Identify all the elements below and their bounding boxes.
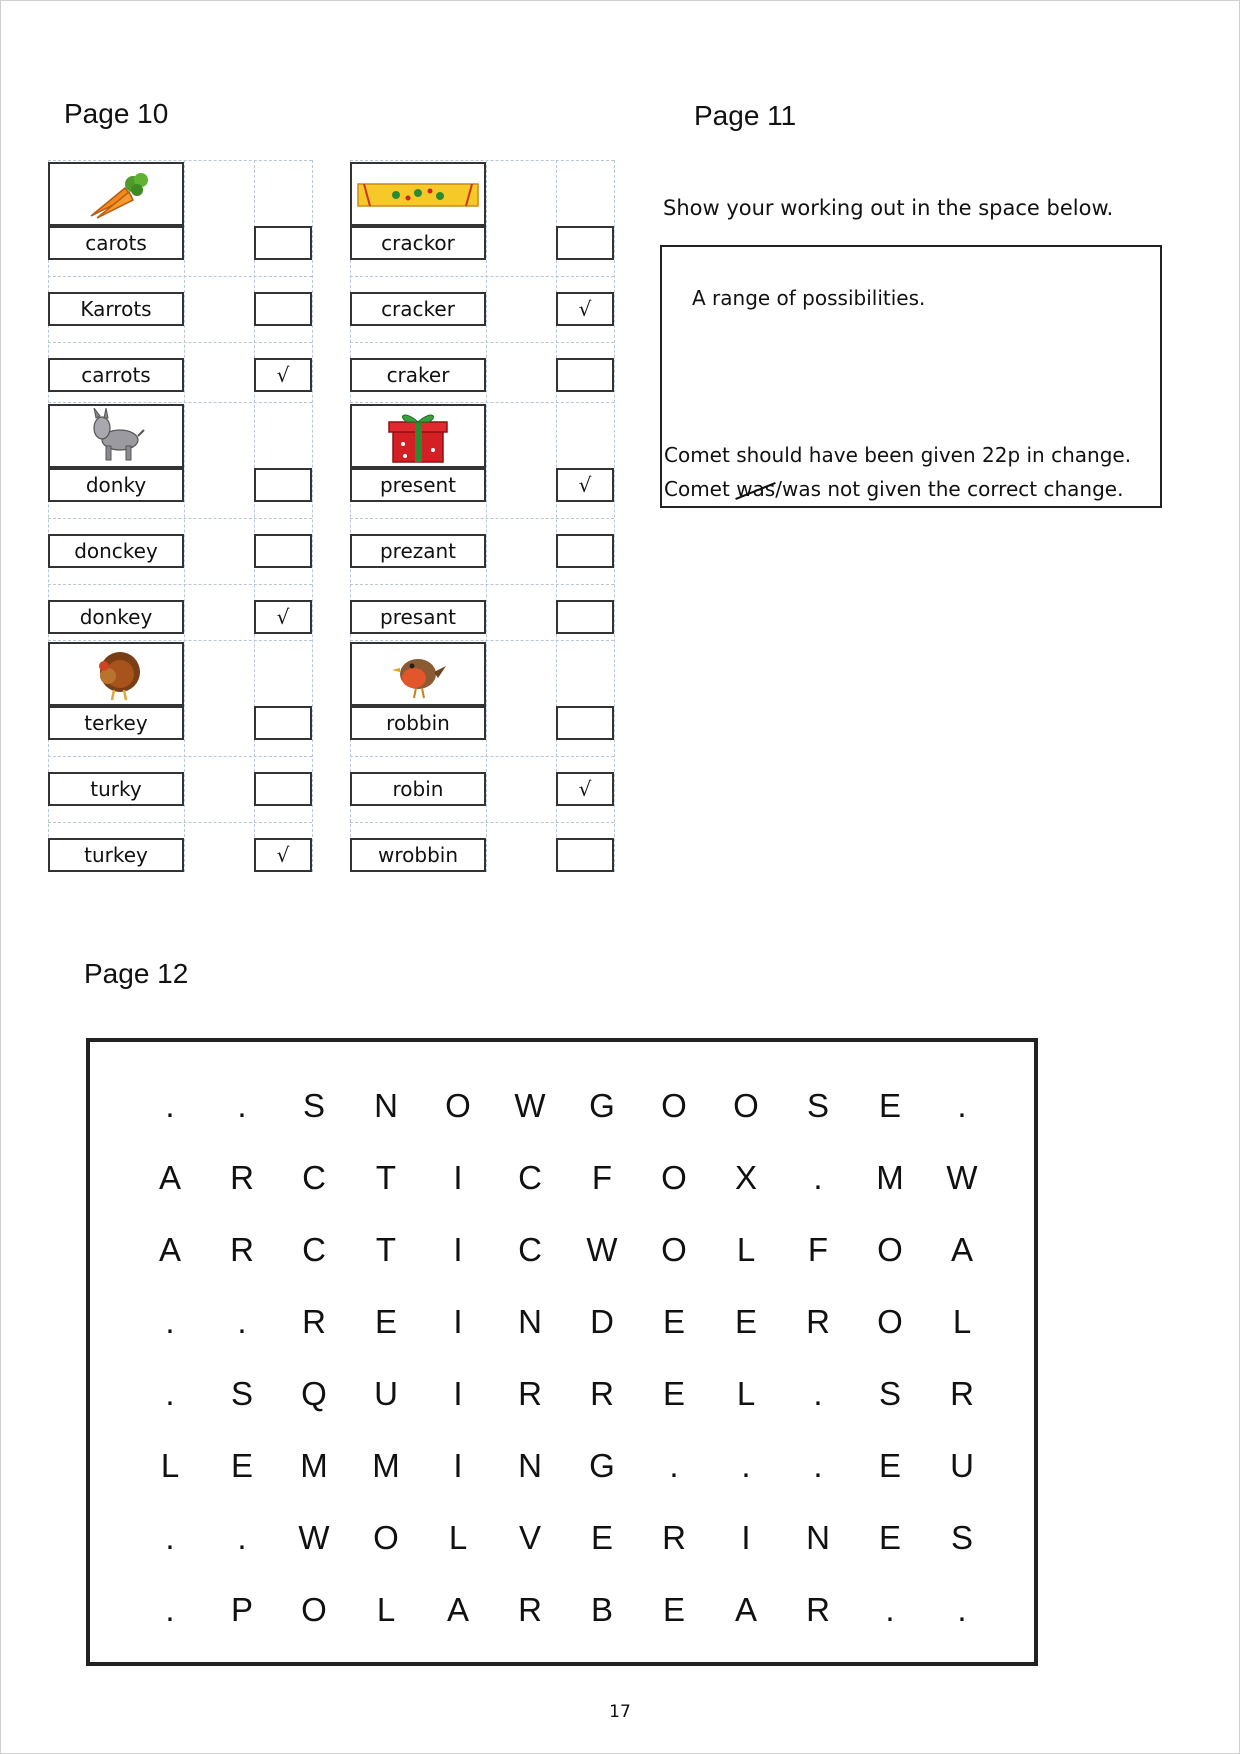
grid-cell: C [518,1231,542,1268]
grid-cell: R [518,1591,542,1628]
struck-word: was [736,477,776,501]
left-guide-h-1 [48,402,312,403]
left-tick-box-0-0[interactable] [254,226,312,260]
left-row-guide-0-1 [48,342,312,343]
grid-cell: E [878,1519,901,1556]
left-row-guide-2-0 [48,756,312,757]
grid-cell: . [885,1591,895,1628]
grid-cell: R [806,1303,830,1340]
right-word-1-0: present [350,468,486,502]
right-word-2-1: robin [350,772,486,806]
left-tick-box-0-1[interactable] [254,292,312,326]
grid-cell: M [372,1447,400,1484]
grid-cell: . [165,1591,175,1628]
grid-cell: E [374,1303,397,1340]
grid-cell: I [741,1519,751,1556]
grid-cell: C [302,1159,326,1196]
right-guide-v-0 [350,160,351,872]
grid-cell: A [446,1591,469,1628]
grid-cell: R [230,1231,254,1268]
grid-cell: L [736,1231,756,1268]
grid-cell: . [165,1303,175,1340]
right-picture-0 [350,162,486,226]
grid-cell: O [445,1087,471,1124]
grid-cell: E [662,1375,685,1412]
right-word-0-1: cracker [350,292,486,326]
grid-cell: . [669,1447,679,1484]
right-word-1-2: presant [350,600,486,634]
grid-cell: O [661,1159,687,1196]
grid-cell: L [376,1591,396,1628]
carrot-icon [50,164,182,224]
right-tick-box-2-0[interactable] [556,706,614,740]
right-guide-v-1 [486,160,487,872]
grid-cell: R [518,1375,542,1412]
right-guide-v-3 [614,160,615,872]
right-picture-1 [350,404,486,468]
donkey-icon [50,406,182,466]
grid-cell: . [741,1447,751,1484]
right-tick-box-2-2[interactable] [556,838,614,872]
right-word-0-0: crackor [350,226,486,260]
right-word-2-0: robbin [350,706,486,740]
working-out-box [660,245,1162,508]
grid-cell: R [662,1519,686,1556]
right-tick-box-1-2[interactable] [556,600,614,634]
grid-cell: T [375,1159,397,1196]
grid-cell: M [876,1159,904,1196]
grid-cell: . [957,1087,967,1124]
right-tick-box-2-1[interactable]: √ [556,772,614,806]
grid-cell: F [591,1159,613,1196]
grid-cell: A [950,1231,973,1268]
left-word-1-2: donkey [48,600,184,634]
answer-line-3-suffix: /was not given the correct change. [775,477,1124,501]
grid-cell: O [877,1231,903,1268]
right-tick-box-0-2[interactable] [556,358,614,392]
grid-cell: D [590,1303,614,1340]
grid-cell: L [160,1447,180,1484]
answer-line-1: A range of possibilities. [692,286,926,310]
grid-cell: . [813,1159,823,1196]
grid-cell: E [662,1591,685,1628]
grid-cell: O [373,1519,399,1556]
left-guide-v-3 [312,160,313,872]
left-word-0-2: carrots [48,358,184,392]
grid-cell: E [878,1447,901,1484]
left-tick-box-2-2[interactable]: √ [254,838,312,872]
right-word-1-1: prezant [350,534,486,568]
left-tick-box-2-0[interactable] [254,706,312,740]
left-word-2-1: turky [48,772,184,806]
grid-cell: Q [301,1375,327,1412]
grid-cell: U [374,1375,398,1412]
grid-cell: . [165,1087,175,1124]
left-tick-box-0-2[interactable]: √ [254,358,312,392]
wordsearch-grid [134,1070,998,1646]
page11-heading: Page 11 [694,100,797,131]
grid-cell: . [813,1447,823,1484]
grid-cell: S [950,1519,973,1556]
grid-cell: W [514,1087,546,1124]
grid-cell: R [590,1375,614,1412]
right-row-guide-1-0 [350,518,614,519]
grid-cell: . [813,1375,823,1412]
answer-line-3-prefix: Comet [664,477,737,501]
grid-cell: T [375,1231,397,1268]
left-picture-0 [48,162,184,226]
left-word-2-0: terkey [48,706,184,740]
left-picture-1 [48,404,184,468]
left-guide-v-1 [184,160,185,872]
right-guide-h-1 [350,402,614,403]
grid-cell: N [374,1087,398,1124]
grid-cell: V [518,1519,541,1556]
right-row-guide-0-0 [350,276,614,277]
left-tick-box-2-1[interactable] [254,772,312,806]
page-number: 17 [609,1702,631,1722]
right-row-guide-2-0 [350,756,614,757]
page10-heading: Page 10 [64,98,169,129]
turkey-icon [50,644,182,704]
grid-cell: . [165,1519,175,1556]
grid-cell: X [734,1159,757,1196]
left-word-0-1: Karrots [48,292,184,326]
grid-cell: A [734,1591,757,1628]
left-tick-box-1-0[interactable] [254,468,312,502]
grid-cell: F [807,1231,829,1268]
right-word-2-2: wrobbin [350,838,486,872]
grid-cell: G [589,1447,615,1484]
right-guide-h-2 [350,640,614,641]
page12-heading: Page 12 [84,958,189,989]
left-row-guide-2-1 [48,822,312,823]
right-picture-2 [350,642,486,706]
grid-cell: S [302,1087,325,1124]
grid-cell: R [806,1591,830,1628]
left-row-guide-1-1 [48,584,312,585]
grid-cell: R [230,1159,254,1196]
right-guide-v-2 [556,160,557,872]
left-row-guide-1-0 [48,518,312,519]
grid-cell: W [298,1519,330,1556]
grid-cell: A [158,1231,181,1268]
grid-cell: E [734,1303,757,1340]
grid-cell: E [590,1519,613,1556]
left-guide-v-2 [254,160,255,872]
grid-cell: W [946,1159,978,1196]
right-row-guide-2-1 [350,822,614,823]
grid-cell: O [661,1087,687,1124]
grid-cell: N [806,1519,830,1556]
grid-cell: O [301,1591,327,1628]
right-row-guide-1-1 [350,584,614,585]
left-tick-box-1-2[interactable]: √ [254,600,312,634]
grid-cell: N [518,1447,542,1484]
right-tick-box-1-0[interactable]: √ [556,468,614,502]
grid-cell: O [733,1087,759,1124]
grid-cell: C [518,1159,542,1196]
robin-icon [352,644,484,704]
grid-cell: . [957,1591,967,1628]
grid-cell: R [302,1303,326,1340]
grid-cell: W [586,1231,618,1268]
left-guide-v-0 [48,160,49,872]
answer-line-2: Comet should have been given 22p in change. [664,443,1132,467]
right-guide-h-0 [350,160,614,161]
grid-cell: I [453,1159,463,1196]
left-word-1-0: donky [48,468,184,502]
grid-cell: . [165,1375,175,1412]
left-word-0-0: carots [48,226,184,260]
right-row-guide-0-1 [350,342,614,343]
grid-cell: I [453,1375,463,1412]
grid-cell: O [661,1231,687,1268]
grid-cell: A [158,1159,181,1196]
instruction-text: Show your working out in the space below. [663,196,1114,220]
grid-cell: S [878,1375,901,1412]
grid-cell: . [237,1519,247,1556]
right-tick-box-1-1[interactable] [556,534,614,568]
grid-cell: G [589,1087,615,1124]
left-picture-2 [48,642,184,706]
right-tick-box-0-0[interactable] [556,226,614,260]
grid-cell: E [230,1447,253,1484]
right-tick-box-0-1[interactable]: √ [556,292,614,326]
cracker-icon [352,164,484,224]
grid-cell: S [230,1375,253,1412]
left-row-guide-0-0 [48,276,312,277]
grid-cell: N [518,1303,542,1340]
grid-cell: C [302,1231,326,1268]
present-icon [352,406,484,466]
left-guide-h-2 [48,640,312,641]
left-word-2-2: turkey [48,838,184,872]
grid-cell: B [590,1591,613,1628]
grid-cell: S [806,1087,829,1124]
grid-cell: . [237,1303,247,1340]
left-word-1-1: donckey [48,534,184,568]
grid-cell: R [950,1375,974,1412]
grid-cell: I [453,1231,463,1268]
grid-cell: L [736,1375,756,1412]
grid-cell: U [950,1447,974,1484]
grid-cell: M [300,1447,328,1484]
grid-cell: O [877,1303,903,1340]
grid-cell: L [952,1303,972,1340]
grid-cell: P [230,1591,253,1628]
grid-cell: I [453,1303,463,1340]
grid-cell: E [878,1087,901,1124]
grid-cell: I [453,1447,463,1484]
right-word-0-2: craker [350,358,486,392]
grid-cell: . [237,1087,247,1124]
answer-line-3 [664,477,1123,501]
left-guide-h-0 [48,160,312,161]
left-tick-box-1-1[interactable] [254,534,312,568]
grid-cell: E [662,1303,685,1340]
grid-cell: L [448,1519,468,1556]
